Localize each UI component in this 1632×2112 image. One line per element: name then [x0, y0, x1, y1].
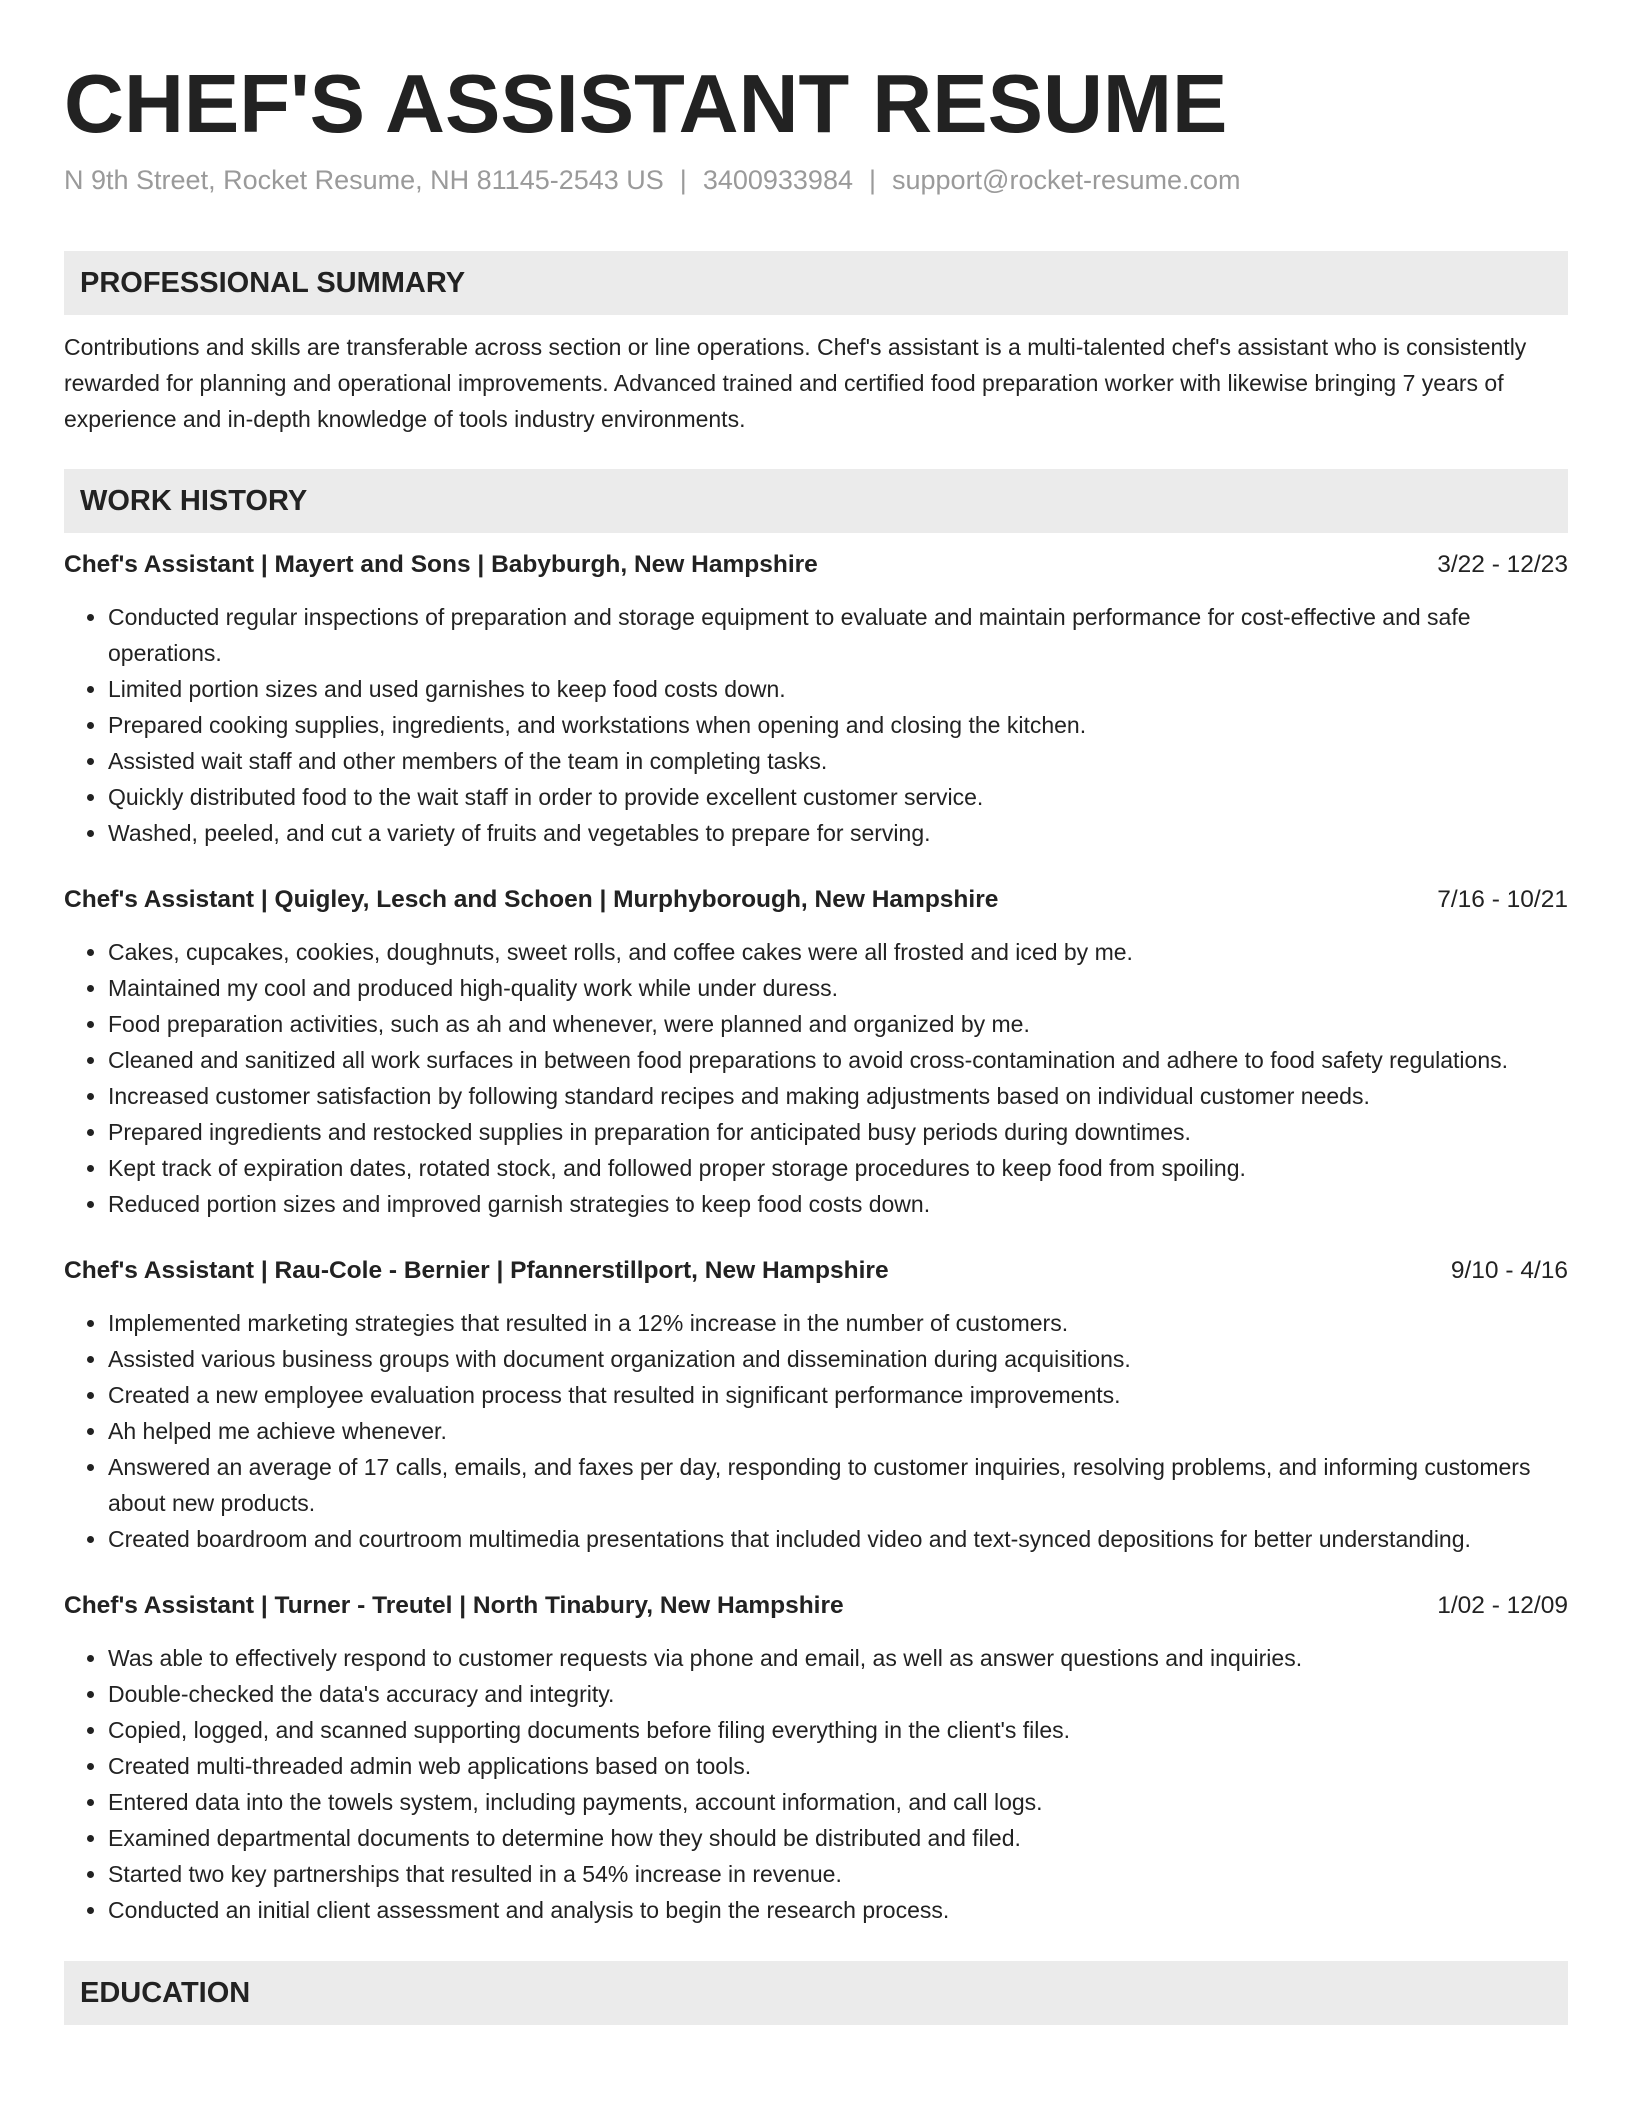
contact-phone: 3400933984	[702, 165, 853, 195]
job-bullet: • Cleaned and sanitized all work surfaces in between food preparations to avoid cross-contamination and adhere to food safety regulations.	[108, 1042, 1568, 1078]
job-bullet: • Created multi-threaded admin web applications based on tools.	[108, 1748, 1568, 1784]
section-header-summary: PROFESSIONAL SUMMARY	[64, 251, 1568, 315]
section-header-education: EDUCATION	[64, 1961, 1568, 2025]
job-entry	[64, 547, 1568, 851]
job-title: Chef's Assistant | Rau-Cole - Bernier | Pfannerstillport, New Hampshire	[64, 1257, 889, 1284]
job-bullet: • Increased customer satisfaction by following standard recipes and making adjustments based on individual customer needs.	[108, 1078, 1568, 1114]
job-dates: 3/22 - 12/23	[1437, 551, 1568, 578]
job-header	[64, 1253, 1568, 1289]
job-bullet: • Kept track of expiration dates, rotated stock, and followed proper storage procedures to keep food from spoiling.	[108, 1150, 1568, 1186]
contact-line	[64, 162, 1568, 198]
job-dates: 1/02 - 12/09	[1437, 1592, 1568, 1619]
contact-separator: |	[868, 165, 876, 195]
job-bullet: • Copied, logged, and scanned supporting documents before filing everything in the client's files.	[108, 1712, 1568, 1748]
job-header	[64, 882, 1568, 918]
job-bullet: • Conducted regular inspections of preparation and storage equipment to evaluate and maintain performance for cost-effective and safe operations.	[108, 599, 1568, 671]
job-bullet: • Entered data into the towels system, including payments, account information, and call logs.	[108, 1784, 1568, 1820]
job-bullet: • Cakes, cupcakes, cookies, doughnuts, sweet rolls, and coffee cakes were all frosted and iced by me.	[108, 934, 1568, 970]
job-bullet: • Limited portion sizes and used garnishes to keep food costs down.	[108, 671, 1568, 707]
job-bullets	[64, 1305, 1568, 1557]
job-title: Chef's Assistant | Quigley, Lesch and Schoen | Murphyborough, New Hampshire	[64, 886, 999, 913]
job-bullet: • Double-checked the data's accuracy and integrity.	[108, 1676, 1568, 1712]
job-bullet: • Conducted an initial client assessment and analysis to begin the research process.	[108, 1892, 1568, 1928]
job-bullet: • Was able to effectively respond to customer requests via phone and email, as well as answer questions and inquiries.	[108, 1640, 1568, 1676]
job-bullet: • Prepared cooking supplies, ingredients, and workstations when opening and closing the kitchen.	[108, 707, 1568, 743]
job-header	[64, 1588, 1568, 1624]
resume-page	[64, 58, 1568, 2025]
job-bullet: • Answered an average of 17 calls, emails, and faxes per day, responding to customer inquiries, resolving problems, and informing customers about new products.	[108, 1449, 1568, 1521]
job-bullet: • Maintained my cool and produced high-quality work while under duress.	[108, 970, 1568, 1006]
job-entry	[64, 1253, 1568, 1557]
job-bullet: • Ah helped me achieve whenever.	[108, 1413, 1568, 1449]
job-bullet: • Food preparation activities, such as ah and whenever, were planned and organized by me.	[108, 1006, 1568, 1042]
job-bullet: • Started two key partnerships that resulted in a 54% increase in revenue.	[108, 1856, 1568, 1892]
job-bullet: • Quickly distributed food to the wait staff in order to provide excellent customer service.	[108, 779, 1568, 815]
summary-text: Contributions and skills are transferable across section or line operations. Chef's assistant is a multi-talented chef's assistant who is consistently rewarded for planning and operational improvements. Advanced trained and certified food preparation worker with likewise bringing 7 years of experience and in-depth knowledge of tools industry environments.	[64, 334, 1527, 432]
job-dates: 9/10 - 4/16	[1450, 1257, 1568, 1284]
job-dates: 7/16 - 10/21	[1437, 886, 1568, 913]
contact-separator: |	[679, 165, 687, 195]
job-bullet: • Created boardroom and courtroom multimedia presentations that included video and text-synced depositions for better understanding.	[108, 1521, 1568, 1557]
job-bullet: • Created a new employee evaluation process that resulted in significant performance improvements.	[108, 1377, 1568, 1413]
contact-email: support@rocket-resume.com	[892, 165, 1241, 195]
job-bullet: • Examined departmental documents to determine how they should be distributed and filed.	[108, 1820, 1568, 1856]
job-title: Chef's Assistant | Mayert and Sons | Babyburgh, New Hampshire	[64, 551, 818, 578]
job-bullets	[64, 1640, 1568, 1928]
job-bullet: • Prepared ingredients and restocked supplies in preparation for anticipated busy periods during downtimes.	[108, 1114, 1568, 1150]
page-title: CHEF'S ASSISTANT RESUME	[64, 57, 1228, 150]
job-entry	[64, 882, 1568, 1222]
job-bullets	[64, 934, 1568, 1222]
job-bullet: • Reduced portion sizes and improved garnish strategies to keep food costs down.	[108, 1186, 1568, 1222]
section-header-work-history: WORK HISTORY	[64, 469, 1568, 533]
job-bullet: • Implemented marketing strategies that resulted in a 12% increase in the number of customers.	[108, 1305, 1568, 1341]
job-bullet: • Assisted various business groups with document organization and dissemination during acquisitions.	[108, 1341, 1568, 1377]
contact-address: N 9th Street, Rocket Resume, NH 81145-2543 US	[64, 165, 664, 195]
job-header	[64, 547, 1568, 583]
job-bullets	[64, 599, 1568, 851]
job-bullet: • Washed, peeled, and cut a variety of fruits and vegetables to prepare for serving.	[108, 815, 1568, 851]
job-entry	[64, 1588, 1568, 1928]
job-bullet: • Assisted wait staff and other members of the team in completing tasks.	[108, 743, 1568, 779]
job-title: Chef's Assistant | Turner - Treutel | North Tinabury, New Hampshire	[64, 1592, 844, 1619]
